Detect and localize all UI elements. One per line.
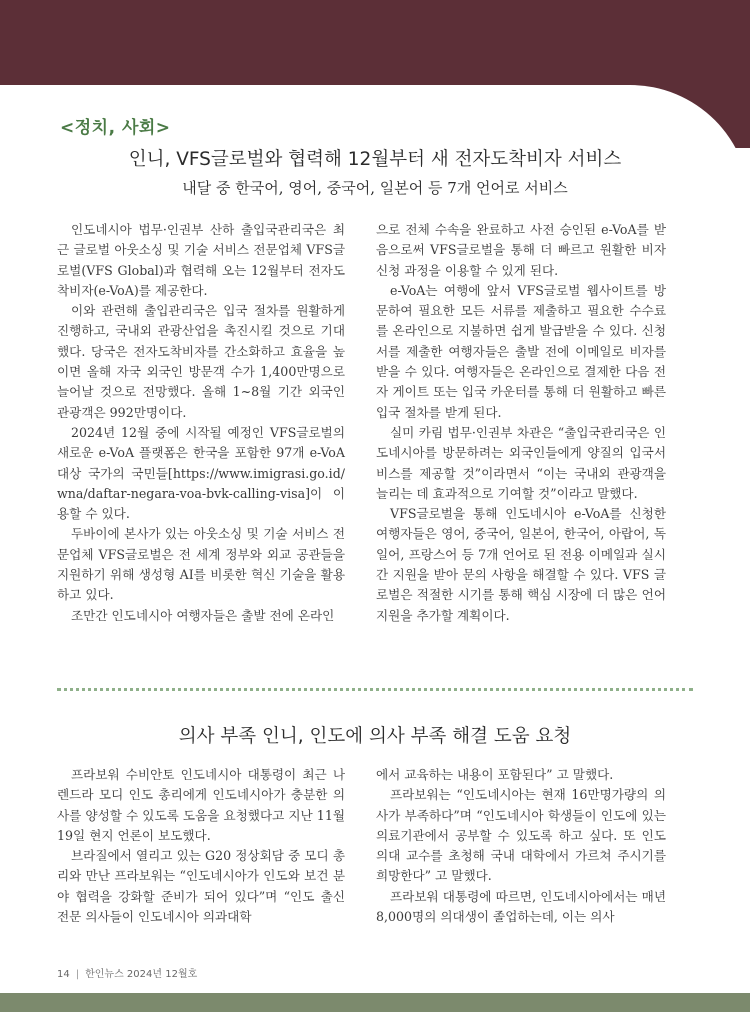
article2-paragraph: 프라보워는 “인도네시아는 현재 16만명가량의 의사가 부족하다”며 “인도네시아 학생들이 인도에 있는 의료기관에서 공부할 수 있도록 하고 싶다. 또 인도 의대 교수를 초청해 국내 대학에서 가르쳐 주시기를 희망한다” 고 말했다. (376, 787, 666, 884)
article1-paragraph: 이와 관련해 출입관리국은 입국 절차를 원활하게 진행하고, 국내외 관광산업을 촉진시킬 것으로 기대했다. 당국은 전자도착비자를 간소화하고 효율을 높이면 올해 자국 외국인 방문객 수가 1,400만명으로 늘어날 것으로 전망했다. 올해 1~8월 기간 외국인 관광객은 992만명이다. (57, 303, 345, 420)
article1-right-column (376, 220, 666, 626)
section-divider (57, 688, 693, 691)
publication-name: 한인뉴스 2024년 12월호 (85, 969, 198, 980)
article1-paragraph: 실미 카림 법무·인권부 차관은 “출입국관리국은 인도네시아를 방문하려는 외국인들에게 양질의 입국서비스를 제공할 것”이라면서 “이는 국내외 관광객을 늘리는 데 효과적으로 기여할 것”이라고 말했다. (376, 424, 666, 501)
page-number: 14 (57, 969, 70, 980)
section-label: <정치, 사회> (60, 118, 171, 138)
article2-paragraph: 브라질에서 열리고 있는 G20 정상회담 중 모디 총리와 만난 프라보워는 “인도네시아가 인도와 보건 분야 협력을 강화할 준비가 되어 있다”며 “인도 출신 전문 의사들이 인도네시아 의과대학 (57, 848, 345, 925)
article1-paragraph: 조만간 인도네시아 여행자들은 출발 전에 온라인 (71, 607, 335, 623)
article1-title: 인니, VFS글로벌와 협력해 12월부터 새 전자도착비자 서비스 (128, 149, 622, 170)
article1-subtitle: 내달 중 한국어, 영어, 중국어, 일본어 등 7개 언어로 서비스 (182, 179, 568, 197)
article1-paragraph: VFS글로벌을 통해 인도네시아 e-VoA를 신청한 여행자들은 영어, 중국어, 일본어, 한국어, 아랍어, 독일어, 프랑스어 등 7개 언어로 된 전용 이메일과 실시간 지원을 받아 문의 사항을 해결할 수 있다. VFS 글로벌은 적절한 시기를 통해 핵심 시장에 더 많은 언어 지원을 추가할 계획이다. (376, 506, 666, 623)
article2-paragraph: 에서 교육하는 내용이 포함된다” 고 말했다. (376, 767, 614, 782)
article2-right-column (376, 765, 666, 927)
page-footer (57, 965, 197, 980)
article1-left-column (57, 220, 345, 626)
article2-title: 의사 부족 인니, 인도에 의사 부족 해결 도움 요청 (178, 726, 572, 747)
article2-paragraph: 프라보워 대통령에 따르면, 인도네시아에서는 매년 8,000명의 의대생이 졸업하는데, 이는 의사 (376, 888, 666, 925)
footer-separator: | (75, 969, 80, 980)
article2-left-column (57, 765, 345, 927)
footer-bar (0, 993, 750, 1012)
article2-paragraph: 프라보워 수비안토 인도네시아 대통령이 최근 나렌드라 모디 인도 총리에게 인도네시아가 충분한 의사를 양성할 수 있도록 도움을 요청했다고 지난 11월 19일 현지 언론이 보도했다. (57, 767, 345, 843)
article1-paragraph: 으로 전체 수속을 완료하고 사전 승인된 e-VoA를 받음으로써 VFS글로벌을 통해 더 빠르고 원활한 비자신청 과정을 이용할 수 있게 된다. (376, 222, 666, 278)
article1-paragraph: 두바이에 본사가 있는 아웃소싱 및 기술 서비스 전문업체 VFS글로벌은 전 세계 정부와 외교 공관들을 지원하기 위해 생성형 AI를 비롯한 혁신 기술을 활용하고 있다. (57, 526, 345, 603)
article1-paragraph: 인도네시아 법무·인권부 산하 출입국관리국은 최근 글로벌 아웃소싱 및 기술 서비스 전문업체 VFS글로벌(VFS Global)과 협력해 오는 12월부터 전자도착비자(e-VoA)를 제공한다. (57, 222, 345, 298)
article1-paragraph: e-VoA는 여행에 앞서 VFS글로벌 웹사이트를 방문하여 필요한 모든 서류를 제출하고 필요한 수수료를 온라인으로 지불하면 쉽게 발급받을 수 있다. 신청서를 제출한 여행자들은 출발 전에 이메일로 비자를 받을 수 있다. 여행자들은 온라인으로 결제한 다음 전자 게이트 또는 입국 카운터를 통해 더 원활하고 빠른 입국 절차를 받게 된다. (376, 282, 666, 420)
article1-paragraph: 2024년 12월 중에 시작될 예정인 VFS글로벌의 새로운 e-VoA 플랫폼은 한국을 포함한 97개 e-VoA 대상 국가의 국민들[https://www.imigrasi.go.id/wna/daftar-negara-voa-bvk-calling-visa]이 이용할 수 있다. (57, 424, 345, 522)
